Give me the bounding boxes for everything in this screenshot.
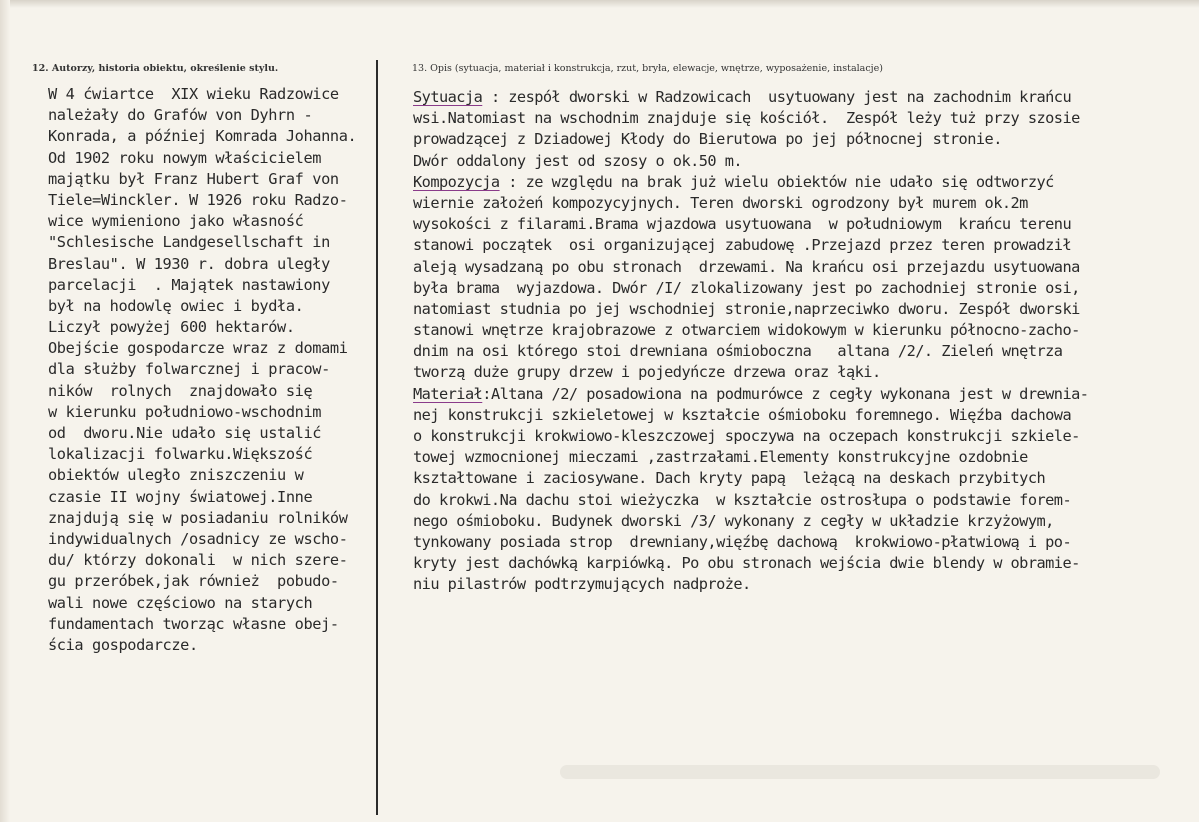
- description-text-column: [413, 87, 1193, 596]
- history-text-line: obiektów uległo zniszczeniu w: [48, 466, 304, 485]
- description-text-line: [413, 532, 1193, 553]
- history-text-line: dla służby folwarcznej i pracow-: [48, 360, 330, 379]
- description-text-line: [413, 320, 1193, 341]
- description-text-line: [413, 151, 1193, 172]
- history-text-line: Breslau". W 1930 r. dobra uległy: [48, 254, 330, 273]
- section-heading: Kompozycja: [413, 172, 500, 191]
- description-text: tworzą duże grupy drzew i pojedyńcze drzewa oraz łąki.: [413, 363, 881, 382]
- description-text: była brama wyjazdowa. Dwór /I/ zlokalizowany jest po zachodniej stronie osi,: [413, 278, 1080, 297]
- history-text-line: czasie II wojny światowej.Inne: [48, 487, 313, 506]
- history-text-line: Konrada, a później Komrada Johanna.: [48, 127, 357, 146]
- description-text-line: [413, 384, 1193, 405]
- history-text-line: "Schlesische Landgesellschaft in: [48, 233, 330, 252]
- description-text-line: [413, 87, 1193, 108]
- description-text-line: [413, 108, 1193, 129]
- description-text-line: [413, 214, 1193, 235]
- description-text: do krokwi.Na dachu stoi wieżyczka w kształcie ostrosłupa o podstawie forem-: [413, 490, 1072, 509]
- history-text-line: W 4 ćwiartce XIX wieku Radzowice: [48, 85, 339, 103]
- description-text: :Altana /2/ posadowiona na podmurówce z cegły wykonana jest w drewnia-: [482, 384, 1089, 403]
- history-text-line: należały do Grafów von Dyhrn -: [48, 106, 313, 125]
- history-text-column: [48, 84, 378, 656]
- history-text-line: du/ którzy dokonali w nich szere-: [48, 551, 348, 570]
- history-text-line: w kierunku południowo-wschodnim: [48, 402, 322, 421]
- history-text-line: fundamentach tworząc własne obej-: [48, 614, 339, 633]
- history-text-line: ników rolnych znajdowało się: [48, 381, 313, 400]
- description-text: kryty jest dachówką karpiówką. Po obu stronach wejścia dwie blendy w obramie-: [413, 554, 1080, 573]
- section-12-header: 12. Autorzy, historia obiektu, określenie stylu.: [32, 63, 279, 74]
- history-text-line: majątku był Franz Hubert Graf von: [48, 169, 339, 188]
- history-text-line: Od 1902 roku nowym właścicielem: [48, 148, 322, 167]
- description-text-line: [413, 426, 1193, 447]
- history-text-line: był na hodowlę owiec i bydła.: [48, 296, 304, 315]
- description-text-line: [413, 553, 1193, 574]
- description-text-line: [413, 574, 1193, 595]
- description-text-line: [413, 341, 1193, 362]
- history-text-line: lokalizacji folwarku.Większość: [48, 445, 313, 464]
- description-text: stanowi początek osi organizującej zabudowę .Przejazd przez teren prowadził: [413, 236, 1072, 255]
- page-edge-shadow-left: [0, 0, 10, 822]
- description-text: niu pilastrów podtrzymujących nadproże.: [413, 575, 751, 594]
- description-text: dnim na osi którego stoi drewniana ośmioboczna altana /2/. Zieleń wnętrza: [413, 342, 1063, 361]
- history-text-line: wali nowe częściowo na starych: [48, 593, 313, 612]
- description-text: wiernie założeń kompozycyjnych. Teren dworski ogrodzony był murem ok.2m: [413, 193, 1028, 212]
- history-text-line: Tiele=Winckler. W 1926 roku Radzo-: [48, 190, 348, 209]
- description-text: natomiast studnia po jej wschodniej stronie,naprzeciwko dworu. Zespół dworski: [413, 299, 1080, 318]
- history-text-line: od dworu.Nie udało się ustalić: [48, 424, 322, 442]
- description-text-line: [413, 257, 1193, 278]
- history-text-line: indywidualnych /osadnicy ze wscho-: [48, 529, 348, 548]
- history-text-line: wice wymieniono jako własność: [48, 212, 304, 231]
- description-text-line: [413, 193, 1193, 214]
- history-text-line: Obejście gospodarcze wraz z domami: [48, 339, 348, 358]
- description-text-line: [413, 299, 1193, 320]
- description-text: o konstrukcji krokwiowo-kleszczowej spoczywa na oczepach konstrukcji szkiele-: [413, 427, 1080, 445]
- description-text: towej wzmocnionej mieczami ,zastrzałami.Elementy konstrukcyjne ozdobnie: [413, 448, 1028, 467]
- description-text-line: [413, 405, 1193, 426]
- history-text-line: znajdują się w posiadaniu rolników: [48, 508, 348, 527]
- history-text-line: gu przeróbek,jak również pobudo-: [48, 572, 339, 591]
- description-text-line: [413, 468, 1193, 489]
- faded-text-stain: [560, 765, 1160, 779]
- description-text: aleją wysadzaną po obu stronach drzewami. Na krańcu osi przejazdu usytuowana: [413, 257, 1080, 276]
- description-text: wysokości z filarami.Brama wjazdowa usytuowana w południowym krańcu terenu: [413, 215, 1072, 234]
- description-text-line: [413, 447, 1193, 468]
- description-text-line: [413, 129, 1193, 150]
- description-text-line: [413, 235, 1193, 256]
- description-text: tynkowany posiada strop drewniany,więźbę dachową krokwiowo-płatwiową i po-: [413, 532, 1072, 551]
- description-text-line: [413, 172, 1193, 193]
- description-text: wsi.Natomiast na wschodnim znajduje się kościół. Zespół leży tuż przy szosie: [413, 109, 1080, 128]
- description-text: Dwór oddalony jest od szosy o ok.50 m.: [413, 151, 743, 170]
- description-text: stanowi wnętrze krajobrazowe z otwarciem widokowym w kierunku północno-zacho-: [413, 321, 1080, 340]
- description-text-line: [413, 490, 1193, 511]
- description-text: kształtowane i zaciosywane. Dach kryty papą leżącą na deskach przybitych: [413, 469, 1046, 488]
- history-text-line: Liczył powyżej 600 hektarów.: [48, 318, 295, 337]
- description-text-line: [413, 511, 1193, 532]
- description-text: prowadzącej z Dziadowej Kłody do Bierutowa po jej północnej stronie.: [413, 130, 1002, 149]
- section-heading: Sytuacja: [413, 88, 483, 106]
- history-text-line: ścia gospodarcze.: [48, 635, 198, 654]
- description-text: : ze względu na brak już wielu obiektów nie udało się odtworzyć: [499, 172, 1054, 191]
- description-text: nej konstrukcji szkieletowej w kształcie ośmioboku foremnego. Więźba dachowa: [413, 405, 1072, 424]
- description-text-line: [413, 278, 1193, 299]
- description-text-line: [413, 362, 1193, 383]
- section-13-header: 13. Opis (sytuacja, materiał i konstrukcja, rzut, bryła, elewacje, wnętrze, wyposażenie, instalacje): [412, 63, 883, 74]
- description-text: nego ośmioboku. Budynek dworski /3/ wykonany z cegły w układzie krzyżowym,: [413, 511, 1054, 530]
- section-heading: Materiał: [413, 384, 483, 403]
- page-edge-shadow-top: [0, 0, 1199, 8]
- history-text-line: parcelacji . Majątek nastawiony: [48, 275, 330, 294]
- description-text: : zespół dworski w Radzowicach usytuowany jest na zachodnim krańcu: [482, 88, 1072, 106]
